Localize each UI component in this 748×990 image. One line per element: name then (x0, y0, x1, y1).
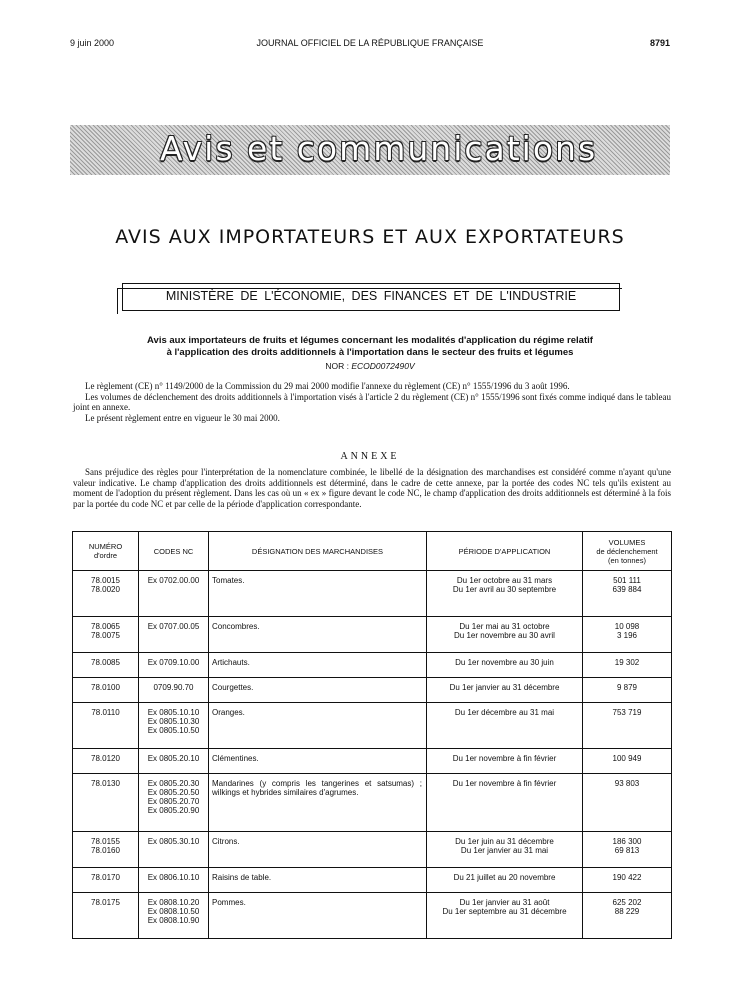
cell-numero-line: 78.0020 (91, 585, 120, 594)
cell-periode (427, 774, 583, 832)
cell-codes-nc-line: Ex 0805.30.10 (147, 837, 200, 846)
cell-volume-line: 639 884 (612, 585, 642, 594)
cell-codes-nc (139, 868, 209, 893)
cell-codes-nc-line: Ex 0805.10.10 (147, 708, 200, 717)
banner-title: Avis et communications (160, 129, 598, 168)
col-header-designation: DÉSIGNATION DES MARCHANDISES (209, 532, 427, 571)
cell-periode-line: Du 21 juillet au 20 novembre (453, 873, 556, 882)
cell-periode (427, 703, 583, 749)
cell-periode-line: Du 1er janvier au 31 mai (460, 846, 549, 855)
cell-codes-nc (139, 678, 209, 703)
cell-volume (583, 832, 672, 868)
header-page-number: 8791 (649, 38, 670, 48)
table-row (73, 749, 672, 774)
cell-codes-nc (139, 703, 209, 749)
cell-volume (583, 617, 672, 653)
cell-numero-line: 78.0130 (91, 779, 120, 788)
cell-volume (583, 703, 672, 749)
col-header-volumes: VOLUMES de déclenchement (en tonnes) (583, 532, 672, 571)
nor-value: ECOD0072490V (351, 361, 415, 371)
cell-codes-nc-line: Ex 0805.20.90 (147, 806, 200, 815)
cell-codes-nc (139, 653, 209, 678)
cell-numero-line: 78.0175 (91, 898, 120, 907)
annexe-title: ANNEXE (340, 451, 400, 462)
cell-numero-line: 78.0160 (91, 846, 120, 855)
cell-volume-line: 9 879 (616, 683, 638, 692)
cell-numero (73, 703, 139, 749)
cell-codes-nc (139, 774, 209, 832)
cell-volume-line: 100 949 (612, 754, 642, 763)
cell-volume (583, 653, 672, 678)
cell-periode-line: Du 1er octobre au 31 mars (456, 576, 553, 585)
table-row (73, 653, 672, 678)
table-row (73, 703, 672, 749)
cell-volume-line: 19 302 (614, 658, 640, 667)
intro-paragraphs (73, 381, 671, 423)
col-header-codes: CODES NC (139, 532, 209, 571)
cell-numero-line: 78.0085 (91, 658, 120, 667)
cell-codes-nc-line: Ex 0806.10.10 (147, 873, 200, 882)
cell-codes-nc-line: Ex 0808.10.90 (147, 916, 200, 925)
cell-numero (73, 774, 139, 832)
cell-periode (427, 653, 583, 678)
cell-volume-line: 753 719 (612, 708, 642, 717)
cell-volume-line: 88 229 (614, 907, 640, 916)
cell-codes-nc-line: Ex 0805.20.10 (147, 754, 200, 763)
cell-codes-nc-line: Ex 0709.10.00 (147, 658, 200, 667)
cell-codes-nc-line: Ex 0805.20.50 (147, 788, 200, 797)
header-journal-title: JOURNAL OFFICIEL DE LA RÉPUBLIQUE FRANÇAISE (256, 38, 484, 48)
cell-designation: Mandarines (y compris les tangerines et satsumas) ; wilkings et hybrides similaires d'agrumes. (209, 774, 427, 832)
cell-volume (583, 571, 672, 617)
cell-numero-line: 78.0015 (91, 576, 120, 585)
page-header (70, 38, 670, 52)
cell-periode-line: Du 1er janvier au 31 décembre (449, 683, 560, 692)
cell-volume (583, 893, 672, 939)
cell-numero-line: 78.0170 (91, 873, 120, 882)
section-title: AVIS AUX IMPORTATEURS ET AUX EXPORTATEURS (115, 226, 625, 248)
notice-title-line-1: Avis aux importateurs de fruits et légumes concernant les modalités d'application du régime relatif (147, 335, 593, 346)
cell-periode (427, 571, 583, 617)
table-row (73, 617, 672, 653)
cell-codes-nc-line: Ex 0707.00.05 (147, 622, 200, 631)
cell-periode-line: Du 1er novembre au 30 avril (454, 631, 555, 640)
cell-numero-line: 78.0065 (91, 622, 120, 631)
cell-volume (583, 868, 672, 893)
table-row (73, 571, 672, 617)
cell-designation: Oranges. (209, 703, 427, 749)
cell-periode-line: Du 1er avril au 30 septembre (452, 585, 557, 594)
cell-codes-nc (139, 571, 209, 617)
paragraph: Le règlement (CE) n° 1149/2000 de la Commission du 29 mai 2000 modifie l'annexe du règlement (CE) n° 1555/1996 du 3 août 1996. (85, 381, 570, 391)
cell-codes-nc-line: Ex 0805.10.30 (147, 717, 200, 726)
nor-label: NOR : (325, 361, 349, 371)
cell-periode-line: Du 1er septembre au 31 décembre (442, 907, 567, 916)
table-row (73, 678, 672, 703)
cell-periode-line: Du 1er décembre au 31 mai (454, 708, 555, 717)
table-header-row (73, 532, 672, 571)
cell-codes-nc-line: Ex 0805.10.50 (147, 726, 200, 735)
cell-designation: Raisins de table. (209, 868, 427, 893)
cell-designation: Concombres. (209, 617, 427, 653)
paragraph: Les volumes de déclenchement des droits additionnels à l'importation visés à l'article 2 du règlement (CE) n° 1555/1996 sont fixés comme indiqué dans le tableau joint en annexe. (73, 391, 671, 412)
annexe-text-block (73, 467, 671, 509)
cell-volume-line: 190 422 (612, 873, 642, 882)
cell-volume-line: 10 098 (614, 622, 640, 631)
cell-codes-nc-line: Ex 0808.10.20 (147, 898, 200, 907)
paragraph: Le présent règlement entre en vigueur le 30 mai 2000. (85, 412, 280, 423)
table-row (73, 774, 672, 832)
cell-periode (427, 893, 583, 939)
table-row (73, 832, 672, 868)
cell-volume (583, 749, 672, 774)
cell-periode (427, 832, 583, 868)
cell-numero (73, 749, 139, 774)
cell-numero-line: 78.0155 (91, 837, 120, 846)
cell-numero (73, 893, 139, 939)
cell-periode-line: Du 1er mai au 31 octobre (459, 622, 550, 631)
cell-periode-line: Du 1er janvier au 31 août (459, 898, 550, 907)
cell-designation: Pommes. (209, 893, 427, 939)
cell-designation: Tomates. (209, 571, 427, 617)
cell-designation: Artichauts. (209, 653, 427, 678)
ministry-box (122, 283, 620, 311)
cell-periode-line: Du 1er juin au 31 décembre (455, 837, 554, 846)
cell-codes-nc (139, 617, 209, 653)
cell-numero-line: 78.0075 (91, 631, 120, 640)
cell-numero-line: 78.0100 (91, 683, 120, 692)
cell-codes-nc-line: 0709.90.70 (153, 683, 194, 692)
cell-volume-line: 625 202 (612, 898, 642, 907)
cell-periode-line: Du 1er novembre au 30 juin (455, 658, 554, 667)
cell-periode (427, 678, 583, 703)
cell-numero (73, 868, 139, 893)
cell-volume (583, 774, 672, 832)
cell-volume-line: 501 111 (613, 576, 641, 585)
cell-volume-line: 93 803 (614, 779, 640, 788)
cell-numero (73, 678, 139, 703)
cell-codes-nc-line: Ex 0805.20.30 (147, 779, 200, 788)
col-header-numero: NUMÉRO d'ordre (73, 532, 139, 571)
cell-designation: Citrons. (209, 832, 427, 868)
col-header-periode: PÉRIODE D'APPLICATION (427, 532, 583, 571)
cell-numero (73, 571, 139, 617)
cell-designation: Courgettes. (209, 678, 427, 703)
header-date: 9 juin 2000 (70, 38, 115, 48)
cell-periode (427, 749, 583, 774)
cell-codes-nc-line: Ex 0805.20.70 (147, 797, 200, 806)
cell-designation: Clémentines. (209, 749, 427, 774)
cell-volume-line: 3 196 (616, 631, 638, 640)
cell-volume (583, 678, 672, 703)
cell-periode (427, 617, 583, 653)
cell-codes-nc-line: Ex 0702.00.00 (147, 576, 200, 585)
cell-periode-line: Du 1er novembre à fin février (452, 754, 557, 763)
cell-codes-nc (139, 832, 209, 868)
cell-codes-nc (139, 749, 209, 774)
volumes-table (72, 531, 672, 939)
notice-title-line-2: à l'application des droits additionnels à l'importation dans le secteur des fruits et légumes (166, 347, 574, 358)
cell-numero (73, 617, 139, 653)
table-row (73, 893, 672, 939)
cell-volume-line: 186 300 (612, 837, 642, 846)
cell-numero-line: 78.0120 (91, 754, 120, 763)
table-row (73, 868, 672, 893)
cell-numero-line: 78.0110 (91, 708, 120, 717)
section-banner (70, 125, 670, 175)
nor-reference (70, 361, 670, 371)
cell-codes-nc-line: Ex 0808.10.50 (147, 907, 200, 916)
annexe-text: Sans préjudice des règles pour l'interprétation de la nomenclature combinée, le libellé de la désignation des marchandises est considéré comme n'ayant qu'une valeur indicative. Le champ d'application des droits additionnels est déterminé, dans le cadre de cette annexe, par la portée des codes NC tels qu'ils existent au moment de l'adoption du présent règlement. Dans les cas où un « ex » figure devant le code NC, le champ d'application des droits additionnels est déterminé à la fois par la portée du code NC et par celle de la période d'application correspondante. (73, 467, 671, 509)
cell-codes-nc (139, 893, 209, 939)
cell-numero (73, 653, 139, 678)
cell-periode-line: Du 1er novembre à fin février (452, 779, 557, 788)
cell-volume-line: 69 813 (614, 846, 640, 855)
ministry-name: MINISTÈRE DE L'ÉCONOMIE, DES FINANCES ET DE L'INDUSTRIE (165, 289, 577, 303)
cell-numero (73, 832, 139, 868)
cell-periode (427, 868, 583, 893)
